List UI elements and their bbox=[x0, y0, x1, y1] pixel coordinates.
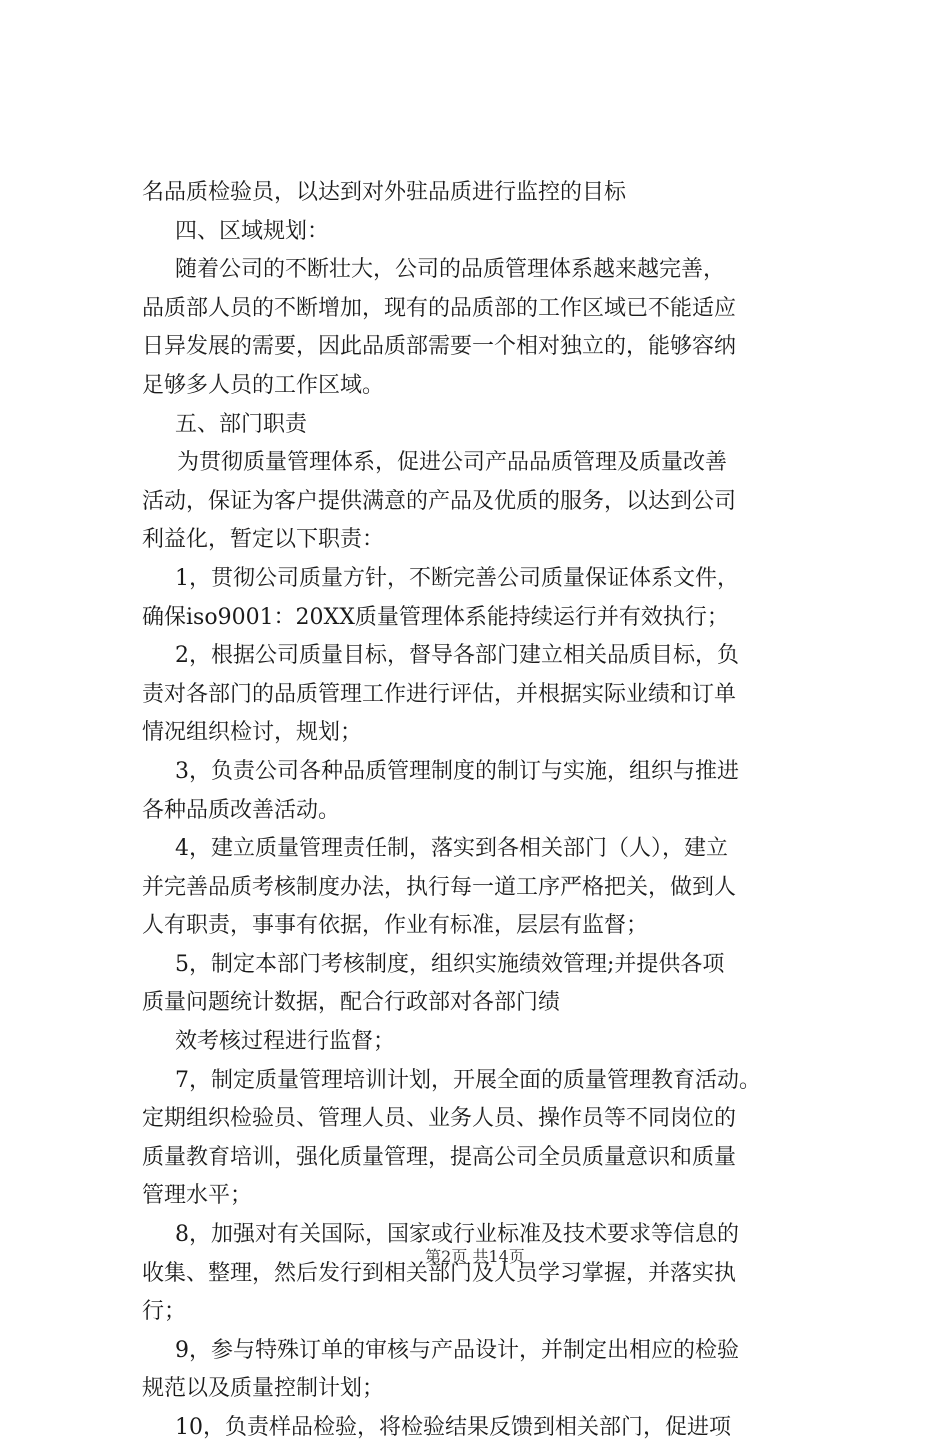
text-line: 为贯彻质量管理体系，促进公司产品品质管理及质量改善 bbox=[177, 450, 728, 476]
text-line: 9，参与特殊订单的审核与产品设计，并制定出相应的检验 bbox=[175, 1337, 739, 1363]
text-line: 4，建立质量管理责任制，落实到各相关部门（人），建立 bbox=[175, 836, 728, 862]
text-line: 五、部门职责 bbox=[175, 411, 308, 437]
text-line: 5，制定本部门考核制度，组织实施绩效管理;并提供各项 bbox=[175, 951, 725, 977]
text-line: 利益化，暂定以下职责： bbox=[142, 527, 385, 553]
text-line: 8，加强对有关国际，国家或行业标准及技术要求等信息的 bbox=[175, 1222, 739, 1248]
text-line: 确保iso9001：20XX质量管理体系能持续运行并有效执行； bbox=[142, 604, 729, 630]
text-line: 责对各部门的品质管理工作进行评估，并根据实际业绩和订单 bbox=[142, 681, 737, 707]
text-line: 并完善品质考核制度办法，执行每一道工序严格把关，做到人 bbox=[142, 874, 737, 900]
text-line: 四、区域规划： bbox=[175, 218, 330, 244]
text-line: 活动，保证为客户提供满意的产品及优质的服务，以达到公司 bbox=[142, 488, 737, 514]
text-line: 2，根据公司质量目标，督导各部门建立相关品质目标，负 bbox=[175, 643, 739, 669]
text-line: 各种品质改善活动。 bbox=[142, 797, 341, 823]
text-line: 日异发展的需要，因此品质部需要一个相对独立的，能够容纳 bbox=[142, 334, 737, 360]
text-line: 人有职责，事事有依据，作业有标准，层层有监督； bbox=[142, 913, 649, 939]
text-line: 质量教育培训，强化质量管理，提高公司全员质量意识和质量 bbox=[142, 1144, 737, 1170]
text-line: 效考核过程进行监督； bbox=[175, 1029, 396, 1055]
text-line: 规范以及质量控制计划； bbox=[142, 1376, 385, 1402]
text-line: 10，负责样品检验，将检验结果反馈到相关部门，促进项 bbox=[175, 1415, 731, 1440]
text-line: 7，制定质量管理培训计划，开展全面的质量管理教育活动。 bbox=[175, 1067, 761, 1093]
text-line: 行； bbox=[142, 1299, 187, 1325]
text-line: 3，负责公司各种品质管理制度的制订与实施，组织与推进 bbox=[175, 758, 739, 784]
text-line: 质量问题统计数据，配合行政部对各部门绩 bbox=[142, 990, 561, 1016]
text-line: 1，贯彻公司质量方针，不断完善公司质量保证体系文件， bbox=[175, 565, 739, 591]
text-line: 情况组织检讨，规划； bbox=[142, 720, 363, 746]
text-line: 随着公司的不断壮大，公司的品质管理体系越来越完善， bbox=[175, 257, 726, 283]
text-line: 管理水平； bbox=[142, 1183, 253, 1209]
text-line: 收集、整理，然后发行到相关部门及人员学习掌握，并落实执 bbox=[142, 1260, 737, 1286]
text-line: 名品质检验员，以达到对外驻品质进行监控的目标 bbox=[142, 180, 627, 205]
page-footer: 第2页 共14页 bbox=[425, 1247, 525, 1266]
text-line: 品质部人员的不断增加，现有的品质部的工作区域已不能适应 bbox=[142, 295, 737, 321]
text-line: 足够多人员的工作区域。 bbox=[142, 372, 385, 398]
text-line: 定期组织检验员、管理人员、业务人员、操作员等不同岗位的 bbox=[142, 1106, 737, 1132]
